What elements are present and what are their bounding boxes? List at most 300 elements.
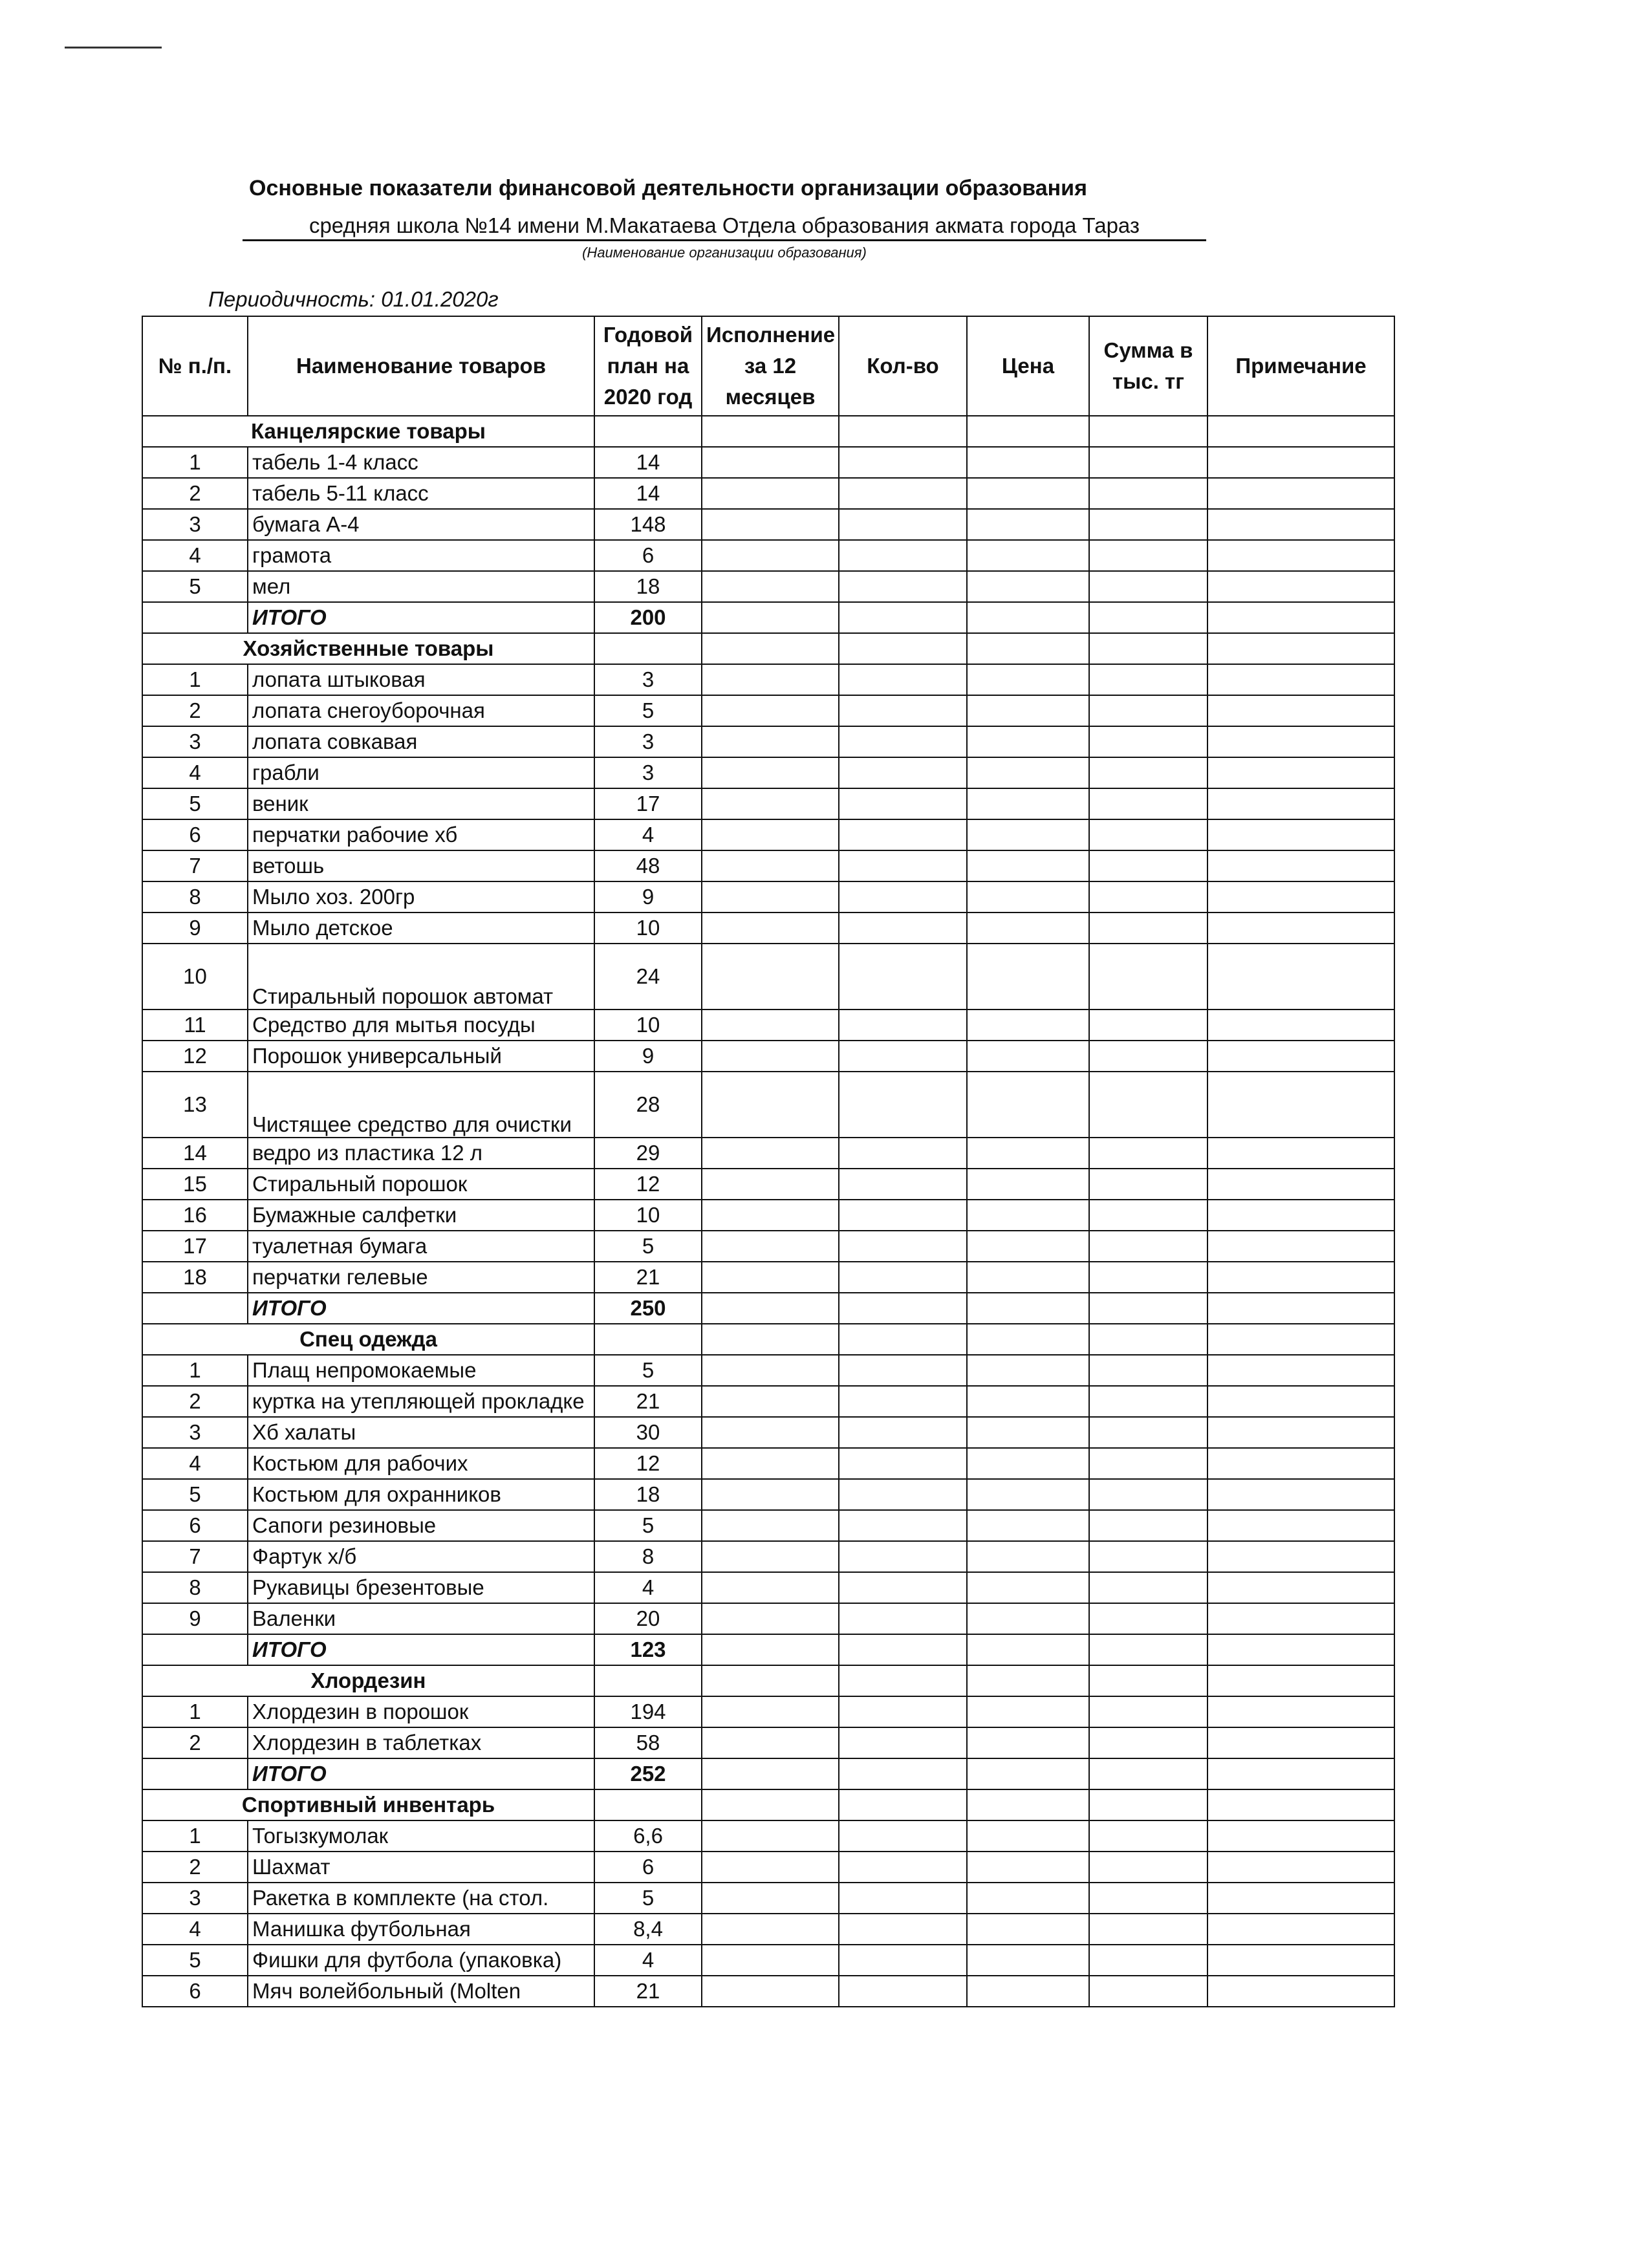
empty-cell [1207,913,1394,944]
empty-cell [967,1541,1089,1572]
row-number: 1 [142,664,248,695]
document-title: Основные показатели финансовой деятельности организации образования [249,176,1087,200]
empty-cell [1207,416,1394,447]
empty-cell [1089,1976,1207,2007]
empty-cell [967,726,1089,757]
table-row [142,788,1394,819]
empty-cell [967,819,1089,850]
empty-cell [1207,1758,1394,1789]
empty-cell [1089,1914,1207,1945]
annual-plan-value: 194 [594,1696,702,1727]
empty-cell [1207,819,1394,850]
empty-cell [967,1138,1089,1169]
empty-cell [839,1010,967,1041]
empty-cell [702,1883,839,1914]
annual-plan-value: 14 [594,447,702,478]
corner-mark [65,47,162,49]
table-row [142,726,1394,757]
empty-cell [1207,1820,1394,1852]
total-row [142,1634,1394,1665]
row-number: 2 [142,478,248,509]
row-number: 1 [142,1696,248,1727]
section-title: Канцелярские товары [142,416,594,447]
empty-cell [594,1324,702,1355]
empty-cell [967,509,1089,540]
empty-cell [1089,1262,1207,1293]
empty-cell [1207,695,1394,726]
annual-plan-value: 4 [594,1945,702,1976]
total-row [142,1758,1394,1789]
annual-plan-value: 18 [594,571,702,602]
empty-cell [702,1976,839,2007]
total-label: ИТОГО [248,602,594,633]
row-number: 5 [142,788,248,819]
row-number: 2 [142,695,248,726]
empty-cell [839,944,967,1010]
empty-cell [702,1138,839,1169]
section-title-row [142,633,1394,664]
empty-cell [1089,664,1207,695]
empty-cell [1089,416,1207,447]
empty-cell [839,1572,967,1603]
empty-cell [1089,695,1207,726]
empty-cell [1089,1727,1207,1758]
row-number: 3 [142,1417,248,1448]
empty-cell [1207,571,1394,602]
table-row [142,1572,1394,1603]
empty-cell [1207,633,1394,664]
empty-cell [1089,571,1207,602]
empty-cell [1089,757,1207,788]
empty-cell [839,1976,967,2007]
financial-table [142,316,1395,2007]
empty-cell [967,1572,1089,1603]
table-row [142,944,1394,1010]
empty-cell [1207,1789,1394,1820]
column-header: Исполнение за 12 месяцев [702,316,839,416]
annual-plan-value: 148 [594,509,702,540]
row-number: 5 [142,1945,248,1976]
table-row [142,850,1394,881]
empty-cell [702,1386,839,1417]
empty-cell [1089,850,1207,881]
table-row [142,1914,1394,1945]
empty-cell [702,1914,839,1945]
column-header: Сумма в тыс. тг [1089,316,1207,416]
table-row [142,1138,1394,1169]
row-number: 3 [142,509,248,540]
item-name: Рукавицы брезентовые [248,1572,594,1603]
empty-cell [967,1510,1089,1541]
annual-plan-value: 10 [594,1010,702,1041]
total-value: 250 [594,1293,702,1324]
empty-cell [1089,1572,1207,1603]
empty-cell [967,602,1089,633]
empty-cell [1207,1883,1394,1914]
empty-cell [702,664,839,695]
empty-cell [839,602,967,633]
empty-cell [702,602,839,633]
empty-cell [702,788,839,819]
empty-cell [1089,1169,1207,1200]
row-number: 3 [142,1883,248,1914]
empty-cell [1089,633,1207,664]
organization-caption: (Наименование организации образования) [582,244,867,261]
row-number: 6 [142,1976,248,2007]
item-name: веник [248,788,594,819]
row-number: 7 [142,850,248,881]
empty-cell [1089,1603,1207,1634]
empty-cell [967,1789,1089,1820]
table-row [142,1010,1394,1041]
empty-cell [702,1041,839,1072]
empty-cell [839,1169,967,1200]
empty-cell [839,1479,967,1510]
empty-cell [702,416,839,447]
empty-cell [702,1200,839,1231]
row-number: 11 [142,1010,248,1041]
empty-cell [702,1293,839,1324]
empty-cell [1089,1820,1207,1852]
empty-cell [967,1883,1089,1914]
item-name: Костьюм для рабочих [248,1448,594,1479]
table-header-row [142,316,1394,416]
row-number: 3 [142,726,248,757]
annual-plan-value: 20 [594,1603,702,1634]
empty-cell [702,1262,839,1293]
table-row [142,913,1394,944]
empty-cell [967,664,1089,695]
empty-cell [594,633,702,664]
annual-plan-value: 12 [594,1448,702,1479]
row-number: 1 [142,1820,248,1852]
row-number: 9 [142,913,248,944]
table-row [142,757,1394,788]
empty-cell [967,1665,1089,1696]
row-number: 10 [142,944,248,1010]
empty-cell [967,1914,1089,1945]
empty-cell [1089,913,1207,944]
empty-cell [1089,1852,1207,1883]
empty-cell [702,1634,839,1665]
empty-cell [839,1231,967,1262]
empty-cell [1089,478,1207,509]
row-number: 6 [142,819,248,850]
empty-cell [702,1510,839,1541]
table-row [142,1041,1394,1072]
empty-cell [1207,1603,1394,1634]
empty-cell [967,1293,1089,1324]
item-name: ветошь [248,850,594,881]
annual-plan-value: 21 [594,1262,702,1293]
table-row [142,1820,1394,1852]
empty-cell [839,571,967,602]
table-row [142,1852,1394,1883]
empty-cell [1089,1072,1207,1138]
empty-cell [839,881,967,913]
empty-cell [1207,1231,1394,1262]
row-number: 2 [142,1386,248,1417]
empty-cell [1089,1010,1207,1041]
empty-cell [1207,881,1394,913]
empty-cell [839,1883,967,1914]
empty-cell [1207,1200,1394,1231]
column-header: Кол-во [839,316,967,416]
table-row [142,1727,1394,1758]
item-name: Ракетка в комплекте (на стол. [248,1883,594,1914]
table-row [142,1510,1394,1541]
table-row [142,540,1394,571]
empty-cell [1207,1541,1394,1572]
item-name: Стиральный порошок [248,1169,594,1200]
empty-cell [967,1200,1089,1231]
empty-cell [967,1758,1089,1789]
empty-cell [967,695,1089,726]
empty-cell [1207,1914,1394,1945]
empty-cell [1207,1852,1394,1883]
empty-cell [1207,1169,1394,1200]
empty-cell [967,1448,1089,1479]
row-number: 12 [142,1041,248,1072]
table-row [142,1417,1394,1448]
empty-cell [967,1696,1089,1727]
empty-cell [1089,509,1207,540]
empty-cell [839,416,967,447]
item-name: Средство для мытья посуды [248,1010,594,1041]
item-name: Плащ непромокаемые [248,1355,594,1386]
empty-cell [1089,1324,1207,1355]
table-row [142,1386,1394,1417]
section-title: Хозяйственные товары [142,633,594,664]
empty-cell [967,1976,1089,2007]
empty-cell [967,913,1089,944]
empty-cell [1089,1634,1207,1665]
empty-cell [1089,1293,1207,1324]
empty-cell [702,1820,839,1852]
table-row [142,819,1394,850]
table-row [142,509,1394,540]
row-number: 9 [142,1603,248,1634]
empty-cell [702,1665,839,1696]
item-name: лопата штыковая [248,664,594,695]
empty-cell [967,850,1089,881]
empty-cell [702,1010,839,1041]
item-name: табель 5-11 класс [248,478,594,509]
item-name: Шахмат [248,1852,594,1883]
item-name: Хлордезин в порошок [248,1696,594,1727]
empty-cell [967,571,1089,602]
table-row [142,1696,1394,1727]
empty-cell [839,1041,967,1072]
item-name: мел [248,571,594,602]
annual-plan-value: 24 [594,944,702,1010]
item-name: ведро из пластика 12 л [248,1138,594,1169]
empty-cell [1207,944,1394,1010]
empty-cell [1089,1758,1207,1789]
item-name: Порошок универсальный [248,1041,594,1072]
empty-cell [839,1262,967,1293]
empty-cell [702,633,839,664]
table-row [142,1169,1394,1200]
empty-cell [967,1386,1089,1417]
empty-cell [967,788,1089,819]
periodicity-label: Периодичность: 01.01.2020г [208,287,499,311]
empty-cell [839,540,967,571]
empty-cell [594,1665,702,1696]
empty-cell [1207,509,1394,540]
annual-plan-value: 14 [594,478,702,509]
total-row [142,602,1394,633]
empty-cell [1089,1479,1207,1510]
empty-cell [702,1727,839,1758]
empty-cell [839,478,967,509]
table-row [142,1262,1394,1293]
empty-cell [702,571,839,602]
table-row [142,1355,1394,1386]
empty-cell [1207,1262,1394,1293]
row-number: 16 [142,1200,248,1231]
table-row [142,447,1394,478]
empty-cell [1207,1696,1394,1727]
annual-plan-value: 17 [594,788,702,819]
item-name: табель 1-4 класс [248,447,594,478]
empty-cell [967,1169,1089,1200]
item-name: туалетная бумага [248,1231,594,1262]
annual-plan-value: 9 [594,881,702,913]
empty-cell [1089,788,1207,819]
empty-cell [1089,1510,1207,1541]
section-title-row [142,416,1394,447]
empty-cell [702,1852,839,1883]
row-number: 1 [142,1355,248,1386]
empty-cell [702,1231,839,1262]
empty-cell [1089,1945,1207,1976]
empty-cell [839,1510,967,1541]
empty-cell [1207,1634,1394,1665]
empty-cell [839,850,967,881]
item-name: Мяч волейбольный (Molten [248,1976,594,2007]
empty-cell [1089,1041,1207,1072]
annual-plan-value: 3 [594,757,702,788]
annual-plan-value: 29 [594,1138,702,1169]
organization-name: средняя школа №14 имени М.Макатаева Отдела образования акмата города Тараз [243,213,1206,241]
empty-cell [1207,540,1394,571]
empty-cell [839,509,967,540]
row-number: 4 [142,540,248,571]
empty-cell [1089,1417,1207,1448]
empty-cell [702,1945,839,1976]
empty-cell [839,1696,967,1727]
column-header: Наименование товаров [248,316,594,416]
empty-cell [702,913,839,944]
item-name: Стиральный порошок автомат [248,944,594,1010]
item-name: Валенки [248,1603,594,1634]
empty-cell [1207,850,1394,881]
table-row [142,1072,1394,1138]
empty-cell [1207,757,1394,788]
empty-cell [702,1417,839,1448]
row-number: 5 [142,1479,248,1510]
row-number: 6 [142,1510,248,1541]
empty-cell [702,447,839,478]
empty-cell [839,664,967,695]
empty-cell [702,540,839,571]
item-name: перчатки гелевые [248,1262,594,1293]
annual-plan-value: 5 [594,1510,702,1541]
empty-cell [839,788,967,819]
empty-cell [839,1355,967,1386]
empty-cell [839,757,967,788]
annual-plan-value: 4 [594,1572,702,1603]
empty-cell [967,757,1089,788]
empty-cell [1207,1293,1394,1324]
empty-cell [1207,1665,1394,1696]
item-name: Манишка футбольная [248,1914,594,1945]
empty-cell [967,1634,1089,1665]
empty-cell [967,1324,1089,1355]
empty-cell [967,1355,1089,1386]
empty-cell [702,881,839,913]
empty-cell [967,1603,1089,1634]
empty-cell [839,1914,967,1945]
empty-cell [594,416,702,447]
row-number: 8 [142,881,248,913]
empty-cell [702,944,839,1010]
item-name: Фишки для футбола (упаковка) [248,1945,594,1976]
table-row [142,881,1394,913]
row-number: 15 [142,1169,248,1200]
empty-cell [702,726,839,757]
empty-cell [1207,447,1394,478]
empty-cell [839,1758,967,1789]
empty-cell [142,1634,248,1665]
empty-cell [839,913,967,944]
row-number: 4 [142,1448,248,1479]
annual-plan-value: 6,6 [594,1820,702,1852]
empty-cell [702,1479,839,1510]
empty-cell [967,1945,1089,1976]
annual-plan-value: 6 [594,1852,702,1883]
row-number: 8 [142,1572,248,1603]
table-row [142,1883,1394,1914]
empty-cell [702,1324,839,1355]
annual-plan-value: 4 [594,819,702,850]
empty-cell [1207,1386,1394,1417]
empty-cell [142,1293,248,1324]
empty-cell [839,1324,967,1355]
empty-cell [839,1665,967,1696]
empty-cell [1207,1510,1394,1541]
empty-cell [702,1572,839,1603]
empty-cell [702,1072,839,1138]
empty-cell [967,1231,1089,1262]
empty-cell [702,1355,839,1386]
empty-cell [1207,1727,1394,1758]
table-row [142,695,1394,726]
annual-plan-value: 18 [594,1479,702,1510]
table-row [142,664,1394,695]
column-header: № п./п. [142,316,248,416]
row-number: 5 [142,571,248,602]
empty-cell [967,416,1089,447]
row-number: 17 [142,1231,248,1262]
empty-cell [967,478,1089,509]
empty-cell [839,1138,967,1169]
empty-cell [1207,1138,1394,1169]
section-title: Хлордезин [142,1665,594,1696]
column-header: Годовой план на 2020 год [594,316,702,416]
row-number: 18 [142,1262,248,1293]
